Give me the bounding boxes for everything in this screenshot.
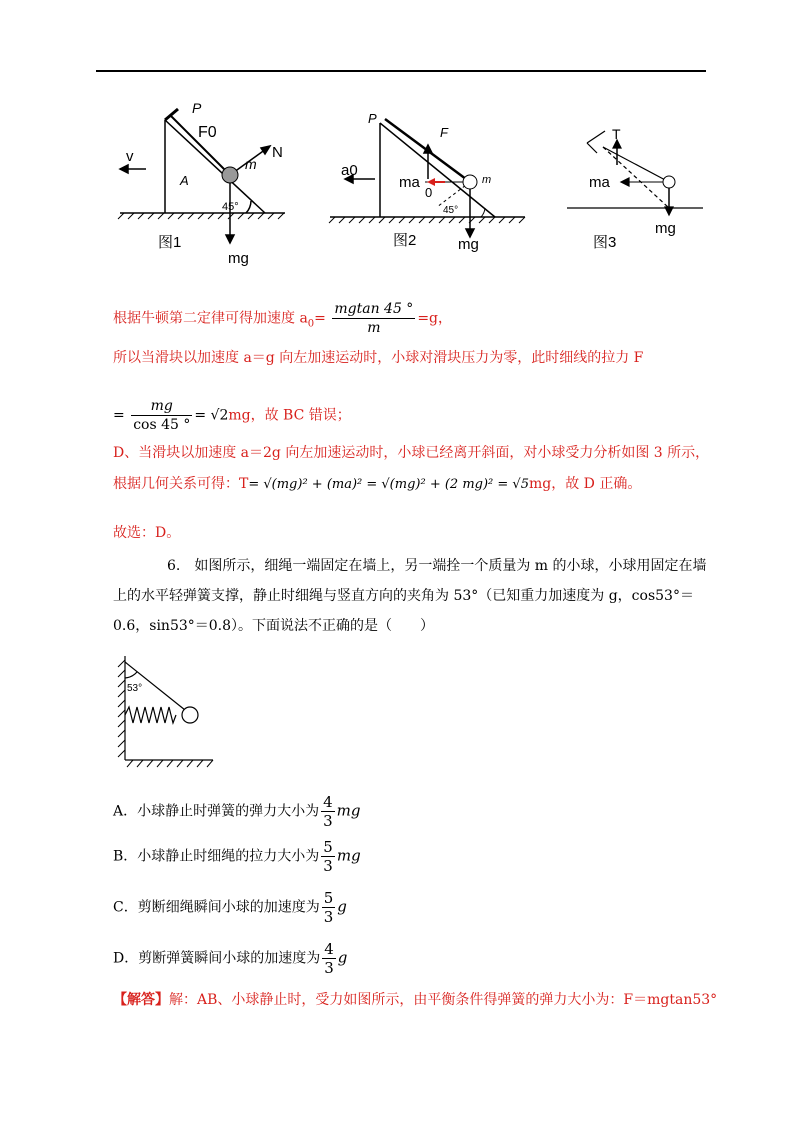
- fig1-label-n: N: [272, 144, 283, 161]
- figure-1: [110, 95, 290, 270]
- header-rule: [96, 70, 706, 72]
- solution-line-2: 所以当滑块以加速度 a＝g 向左加速运动时，小球对滑块压力为零，此时细线的拉力 F: [113, 350, 644, 366]
- solution-line-4: D、当滑块以加速度 a＝2g 向左加速运动时，小球已经离开斜面，对小球受力分析如图 3 所示，: [113, 445, 710, 461]
- fig1-label-f0: F0: [198, 124, 217, 141]
- option-b: B．小球静止时细绳的拉力大小为 $\frac{5}{3}$ mg: [113, 838, 361, 875]
- solution-line-3: = $\frac{mg}{\cos 45 ^\circ}$ = √2mg，故 BC 错误；: [113, 398, 351, 433]
- fig3-caption: 图3: [593, 234, 617, 251]
- figure-4: [113, 648, 218, 773]
- figure-3: [565, 125, 705, 260]
- fig2-caption: 图2: [393, 232, 417, 249]
- figure-2: [325, 105, 530, 255]
- fig1-label-m: m: [245, 156, 257, 172]
- analysis-text: 解：AB、小球静止时，受力如图所示，由平衡条件得弹簧的弹力大小为：F＝mgtan53°: [169, 992, 718, 1008]
- fig1-label-p: P: [192, 100, 202, 116]
- fig2-label-a0: a0: [341, 162, 358, 179]
- solution-line-1: 根据牛顿第二定律可得加速度 $a_0=$ $\frac{mgtan 45 ^\circ}{m}$ =g，: [113, 301, 453, 336]
- option-c: C．剪断细绳瞬间小球的加速度为 $\frac{5}{3}$ g: [113, 889, 347, 926]
- fig2-label-angle: 45°: [443, 205, 459, 216]
- question-6-text: 6. 如图所示，细绳一端固定在墙上，另一端拴一个质量为 m 的小球，小球用固定在墙上的水平轻弹簧支撑，静止时细绳与竖直方向的夹角为 53°（已知重力加速度为 g，cos53°＝0.6，sin53°＝0.8）。下面说法不正确的是（ ）: [113, 558, 707, 634]
- fraction-numerator: mgtan 45 °: [334, 301, 414, 317]
- fig3-label-ma: ma: [589, 174, 610, 191]
- fig1-caption: 图1: [158, 234, 182, 251]
- solution-line-5: 根据几何关系可得：T= √(mg)² + (ma)² = √(mg)² + (2 mg)² = √5mg，故 D 正确。: [113, 476, 642, 492]
- fig2-label-ma: ma: [399, 174, 420, 191]
- fig1-label-a: A: [180, 173, 189, 188]
- fig4-label-angle: 53°: [127, 683, 143, 694]
- fig2-label-zero: 0: [425, 185, 433, 200]
- answer-line: 故选：D。: [113, 525, 181, 541]
- analysis-tag: 【解答】: [113, 992, 169, 1008]
- fig2-label-f: F: [440, 125, 448, 140]
- fig3-label-t: T: [612, 126, 621, 142]
- fig2-label-m: m: [482, 174, 492, 186]
- fraction-denominator: m: [367, 320, 381, 336]
- fig1-label-mg: mg: [228, 250, 249, 267]
- fig1-label-v: v: [126, 148, 134, 165]
- analysis-line: [113, 990, 717, 1010]
- fig3-label-mg: mg: [655, 220, 676, 237]
- fig2-label-p: P: [368, 111, 377, 126]
- option-a: A．小球静止时弹簧的弹力大小为 $\frac{4}{3}$ mg: [113, 793, 361, 830]
- option-d: D．剪断弹簧瞬间小球的加速度为 $\frac{4}{3}$ g: [113, 940, 348, 977]
- fig2-label-mg: mg: [458, 236, 479, 253]
- fig1-label-angle: 45°: [222, 201, 239, 213]
